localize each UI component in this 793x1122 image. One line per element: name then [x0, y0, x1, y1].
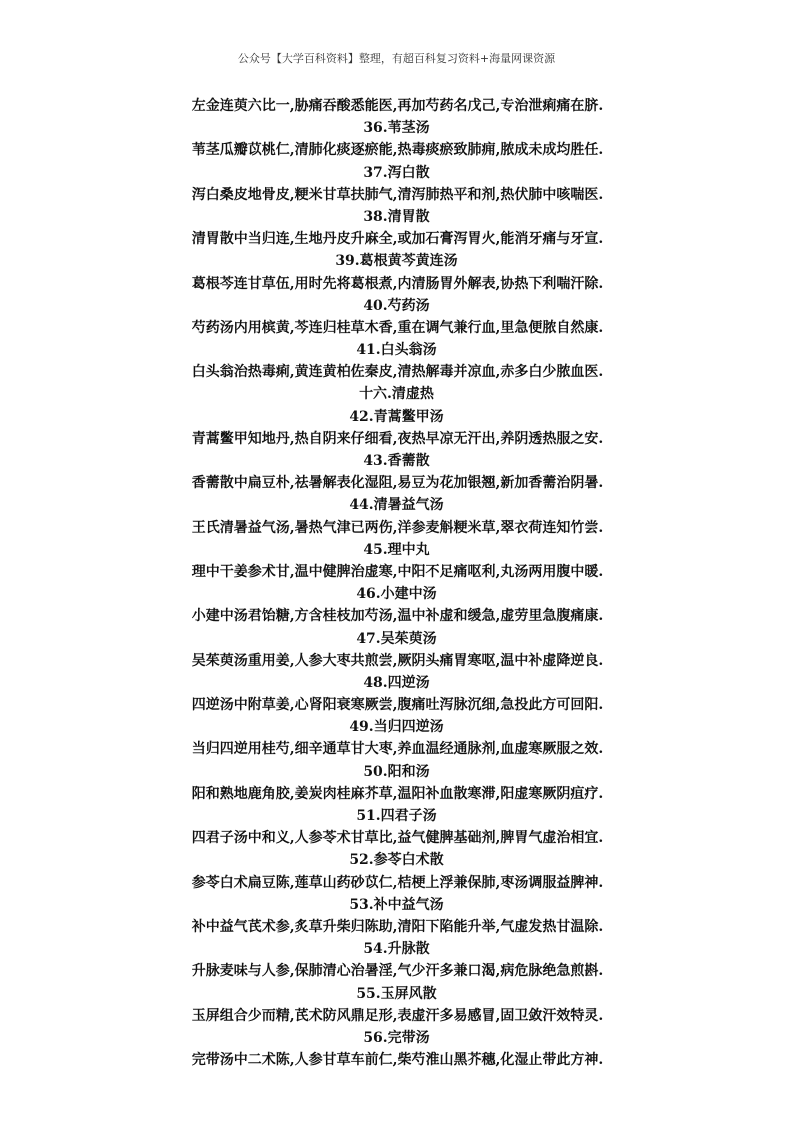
verse-line: 王氏清暑益气汤,暑热气津已两伤,洋参麦斛粳米草,翠衣荷连知竹尝.: [191, 519, 604, 536]
verse-line: 四君子汤中和义,人参苓术甘草比,益气健脾基础剂,脾胃气虚治相宜.: [191, 830, 604, 847]
verse-line: 白头翁治热毒痢,黄连黄柏佐秦皮,清热解毒并凉血,赤多白少脓血医.: [191, 364, 604, 381]
formula-title: 50.阳和汤: [363, 763, 430, 780]
formula-title: 41.白头翁汤: [356, 342, 437, 359]
formula-title: 56.完带汤: [363, 1029, 430, 1046]
verse-line: 青蒿鳖甲知地丹,热自阴来仔细看,夜热早凉无汗出,养阴透热服之安.: [191, 430, 604, 447]
verse-line: 完带汤中二术陈,人参甘草车前仁,柴芍淮山黑芥穗,化湿止带此方神.: [191, 1052, 604, 1069]
page-header: 公众号【大学百科资料】整理，有超百科复习资料+海量网课资源: [237, 52, 556, 65]
formula-title: 47.吴茱萸汤: [356, 630, 437, 647]
formula-title: 43.香薷散: [363, 453, 430, 469]
formula-title: 51.四君子汤: [356, 808, 437, 824]
formula-title: 38.清胃散: [363, 208, 430, 225]
formula-title: 52.参苓白术散: [349, 852, 444, 869]
formula-title: 40.芍药汤: [363, 297, 430, 314]
verse-line: 葛根芩连甘草伍,用时先将葛根煮,内清肠胃外解表,协热下利喘汗除.: [191, 275, 604, 292]
verse-line: 阳和熟地鹿角胶,姜炭肉桂麻芥草,温阳补血散寒滞,阳虚寒厥阴疽疗.: [191, 785, 604, 802]
formula-title: 46.小建中汤: [356, 586, 437, 603]
document-body: [0, 95, 793, 1071]
verse-line: 吴茱萸汤重用姜,人参大枣共煎尝,厥阴头痛胃寒呕,温中补虚降逆良.: [191, 652, 604, 669]
verse-line: 香薷散中扁豆朴,祛暑解表化湿阻,易豆为花加银翘,新加香薷治阴暑.: [191, 475, 604, 492]
verse-line: 玉屏组合少而精,芪术防风鼎足形,表虚汗多易感冒,固卫敛汗效特灵.: [191, 1007, 604, 1024]
formula-title: 49.当归四逆汤: [349, 719, 444, 736]
verse-line: 当归四逆用桂芍,细辛通草甘大枣,养血温经通脉剂,血虚寒厥服之效.: [191, 741, 604, 758]
formula-title: 54.升脉散: [363, 941, 430, 958]
formula-title: 39.葛根黄芩黄连汤: [335, 253, 458, 270]
verse-line: 小建中汤君饴糖,方含桂枝加芍汤,温中补虚和缓急,虚劳里急腹痛康.: [191, 608, 604, 625]
verse-line: 四逆汤中附草姜,心肾阳衰寒厥尝,腹痛吐泻脉沉细,急投此方可回阳.: [191, 697, 604, 714]
verse-line: 左金连萸六比一,胁痛吞酸悉能医,再加芍药名戊己,专治泄痢痛在脐.: [191, 98, 604, 114]
formula-title: 55.玉屏风散: [356, 985, 437, 1002]
verse-line: 清胃散中当归连,生地丹皮升麻全,或加石膏泻胃火,能消牙痛与牙宣.: [191, 231, 604, 248]
formula-title: 53.补中益气汤: [349, 896, 444, 913]
formula-title: 48.四逆汤: [363, 674, 430, 691]
verse-line: 芍药汤内用槟黄,芩连归桂草木香,重在调气兼行血,里急便脓自然康.: [191, 319, 604, 336]
formula-title: 45.理中丸: [363, 541, 430, 558]
formula-title: 37.泻白散: [363, 164, 430, 181]
verse-line: 理中干姜参术甘,温中健脾治虚寒,中阳不足痛呕利,丸汤两用腹中暖.: [191, 563, 604, 580]
verse-line: 苇茎瓜瓣苡桃仁,清肺化痰逐瘀能,热毒痰瘀致肺痈,脓成未成均胜任.: [191, 142, 604, 159]
verse-line: 泻白桑皮地骨皮,粳米甘草扶肺气,清泻肺热平和剂,热伏肺中咳喘医.: [191, 186, 604, 203]
formula-title: 44.清暑益气汤: [349, 497, 444, 514]
verse-line: 补中益气芪术参,炙草升柴归陈助,清阳下陷能升举,气虚发热甘温除.: [191, 918, 604, 935]
formula-title: 36.苇茎汤: [363, 120, 430, 137]
verse-line: 参苓白术扁豆陈,莲草山药砂苡仁,桔梗上浮兼保肺,枣汤调服益脾神.: [191, 874, 604, 891]
formula-title: 42.青蒿鳖甲汤: [349, 408, 444, 425]
formula-title: 十六.清虚热: [359, 386, 434, 403]
verse-line: 升脉麦味与人参,保肺清心治暑淫,气少汗多兼口渴,病危脉绝急煎斟.: [191, 963, 604, 980]
